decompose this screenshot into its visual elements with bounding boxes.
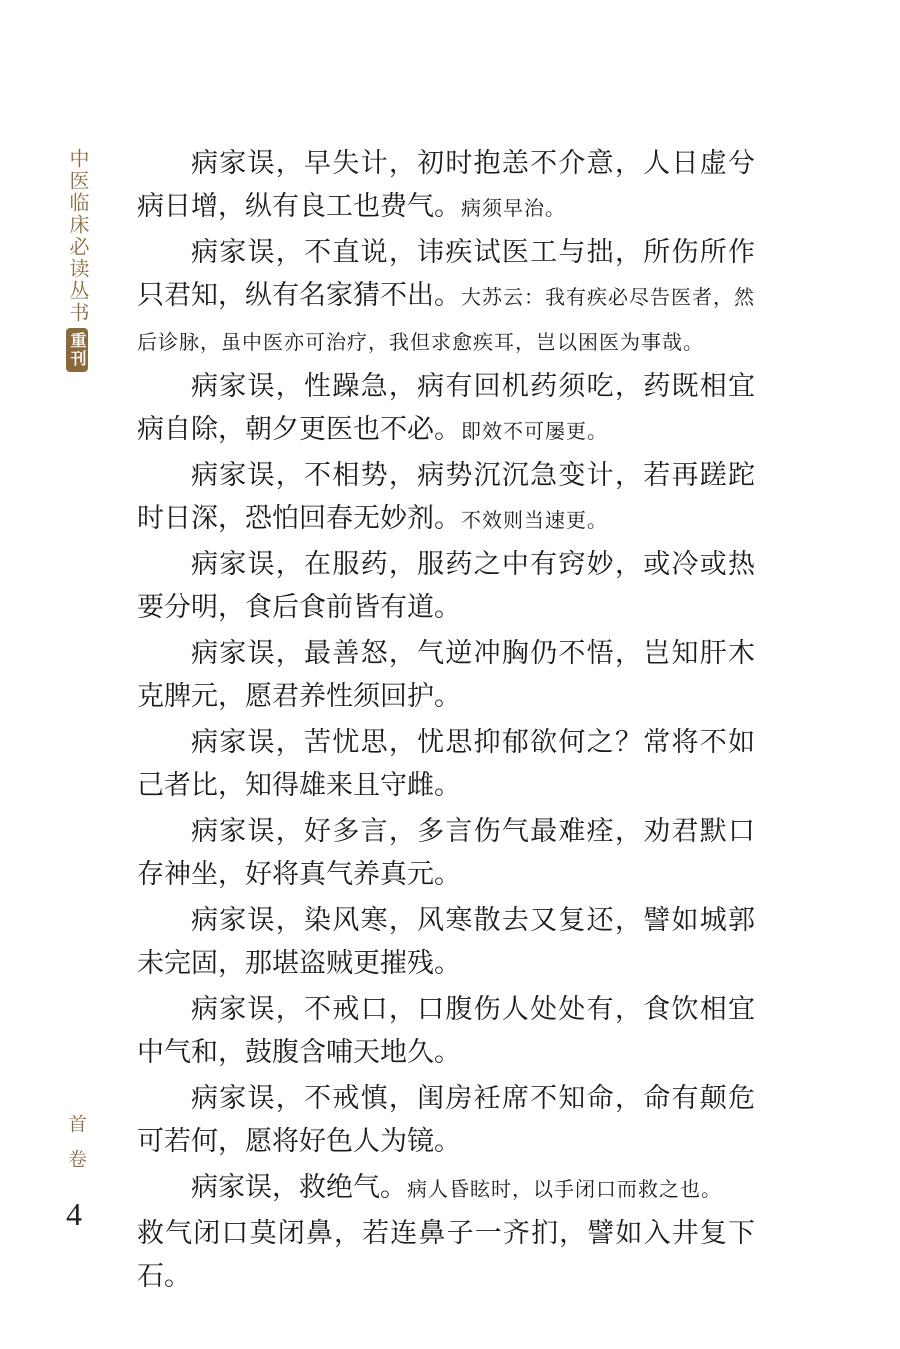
paragraph [137,142,755,230]
main-text [137,142,755,1301]
series-title: 中医临床必读丛书 [66,148,90,324]
verse-text: 救气闭口莫闭鼻，若连鼻子一齐扪，譬如入井复下石。 [137,1218,755,1292]
paragraph [137,988,755,1076]
annotation: 病人昏眩时，以手闭口而救之也。 [407,1177,722,1201]
series-sidebar [66,148,90,372]
verse-text: 病家误，性躁急，病有回机药须吃，药既相宜病自除，朝夕更医也不必。 [137,371,755,445]
verse-text: 病家误，在服药，服药之中有窍妙，或冷或热要分明，食后食前皆有道。 [137,549,755,623]
paragraph [137,721,755,809]
annotation: 即效不可屡更。 [461,419,608,443]
paragraph [137,454,755,542]
paragraph [137,231,755,364]
annotation: 病须早治。 [461,196,566,220]
paragraph [137,1077,755,1165]
annotation: 大苏云：我有疾必尽告医者，然后诊脉，虽中医亦可治疗，我但求愈疾耳，岂以困医为事哉。 [137,285,755,354]
verse-text: 病家误，不相势，病势沉沉急变计，若再蹉跎时日深，恐怕回春无妙剂。 [137,460,755,534]
paragraph [137,365,755,453]
chapter-label: 首卷 [65,1114,87,1184]
verse-text: 病家误，好多言，多言伤气最难痊，劝君默口存神坐，好将真气养真元。 [137,816,755,890]
verse-text: 病家误，救绝气。 [191,1172,407,1203]
paragraph [137,810,755,898]
paragraph [137,1212,755,1300]
paragraph [137,1166,755,1211]
page-number: 4 [66,1196,82,1232]
annotation: 不效则当速更。 [461,508,608,532]
verse-text: 病家误，苦忧思，忧思抑郁欲何之？常将不如己者比，知得雄来且守雌。 [137,727,755,801]
paragraph [137,632,755,720]
verse-text: 病家误，不戒口，口腹伤人处处有，食饮相宜中气和，鼓腹含哺天地久。 [137,994,755,1068]
paragraph [137,543,755,631]
paragraph [137,899,755,987]
verse-text: 病家误，最善怒，气逆冲胸仍不悟，岂知肝木克脾元，愿君养性须回护。 [137,638,755,712]
verse-text: 病家误，不直说，讳疾试医工与拙，所伤所作只君知，纵有名家猜不出。 [137,237,755,311]
verse-text: 病家误，不戒慎，闺房衽席不知命，命有颠危可若何，愿将好色人为镜。 [137,1083,755,1157]
reprint-seal: 重刊 [66,328,88,372]
verse-text: 病家误，早失计，初时抱恙不介意，人日虚兮病日增，纵有良工也费气。 [137,148,755,222]
verse-text: 病家误，染风寒，风寒散去又复还，譬如城郭未完固，那堪盗贼更摧残。 [137,905,755,979]
